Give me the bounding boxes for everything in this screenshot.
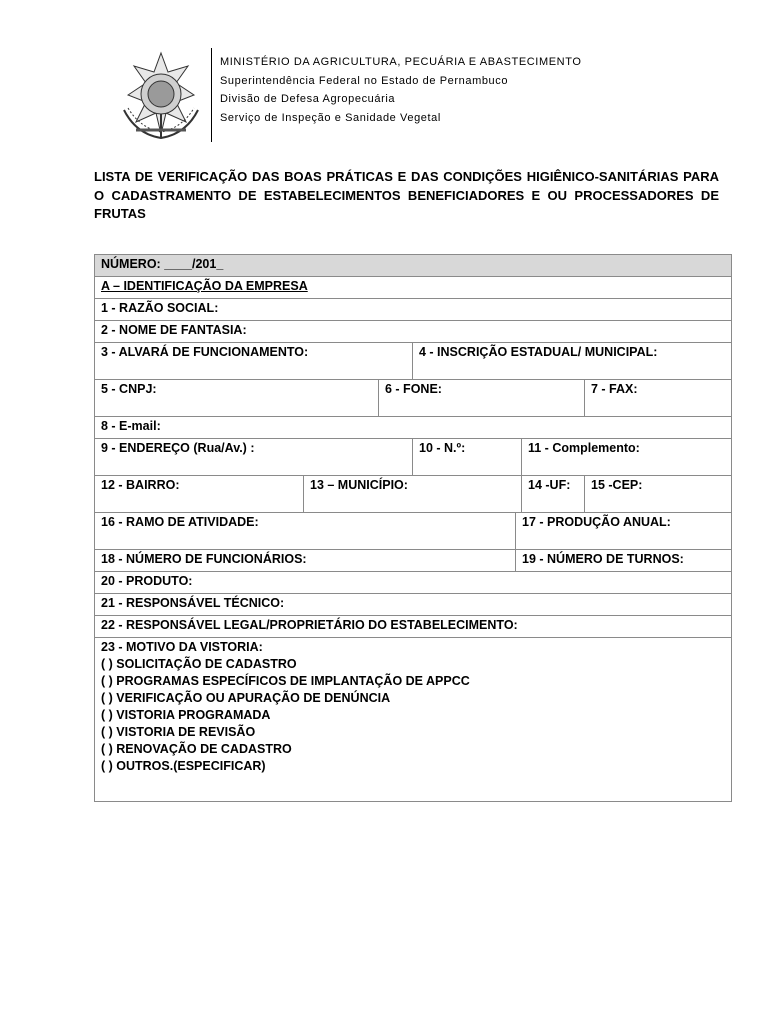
ministry-name: MINISTÉRIO DA AGRICULTURA, PECUÁRIA E ABASTECIMENTO [220, 56, 582, 68]
option-vistoria-revisao[interactable]: ( ) VISTORIA DE REVISÃO [101, 725, 256, 739]
form-number-field[interactable]: NÚMERO: ____/201_ [95, 255, 732, 277]
alvara-field[interactable]: 3 - ALVARÁ DE FUNCIONAMENTO: [95, 343, 413, 380]
inscricao-field[interactable]: 4 - INSCRIÇÃO ESTADUAL/ MUNICIPAL: [413, 343, 732, 380]
motivo-vistoria-section [95, 638, 732, 802]
responsavel-legal-field[interactable]: 22 - RESPONSÁVEL LEGAL/PROPRIETÁRIO DO ESTABELECIMENTO: [95, 616, 732, 638]
cep-field[interactable]: 15 -CEP: [585, 476, 732, 513]
section-a-heading [95, 277, 732, 299]
option-verificacao-denuncia[interactable]: ( ) VERIFICAÇÃO OU APURAÇÃO DE DENÚNCIA [101, 691, 391, 705]
endereco-field[interactable]: 9 - ENDEREÇO (Rua/Av.) : [95, 439, 413, 476]
division-name: Divisão de Defesa Agropecuária [220, 93, 396, 105]
ramo-atividade-field[interactable]: 16 - RAMO DE ATIVIDADE: [95, 513, 516, 550]
email-field[interactable]: 8 - E-mail: [95, 417, 732, 439]
brazil-coat-of-arms-icon [116, 50, 206, 142]
complemento-field[interactable]: 11 - Complemento: [522, 439, 732, 476]
bairro-field[interactable]: 12 - BAIRRO: [95, 476, 304, 513]
institution-lines [220, 53, 581, 127]
responsavel-tecnico-field[interactable]: 21 - RESPONSÁVEL TÉCNICO: [95, 594, 732, 616]
header-divider [211, 48, 212, 142]
document-title: LISTA DE VERIFICAÇÃO DAS BOAS PRÁTICAS E DAS CONDIÇÕES HIGIÊNICO-SANITÁRIAS PARA O CADASTRAMENTO DE ESTABELECIMENTOS BENEFICIADORES E OU PROCESSADORES DE FRUTAS [94, 169, 719, 221]
uf-field[interactable]: 14 -UF: [522, 476, 585, 513]
motivo-vistoria-label: 23 - MOTIVO DA VISTORIA: [101, 640, 263, 654]
municipio-field[interactable]: 13 – MUNICÍPIO: [304, 476, 522, 513]
service-name: Serviço de Inspeção e Sanidade Vegetal [220, 111, 441, 124]
option-programas-appcc[interactable]: ( ) PROGRAMAS ESPECÍFICOS DE IMPLANTAÇÃO DE APPCC [101, 674, 470, 688]
produto-field[interactable]: 20 - PRODUTO: [95, 572, 732, 594]
fone-field[interactable]: 6 - FONE: [379, 380, 585, 417]
cnpj-field[interactable]: 5 - CNPJ: [95, 380, 379, 417]
numero-turnos-field[interactable]: 19 - NÚMERO DE TURNOS: [516, 550, 732, 572]
nome-fantasia-field[interactable]: 2 - NOME DE FANTASIA: [95, 321, 732, 343]
section-a-label: A – IDENTIFICAÇÃO DA EMPRESA [101, 279, 308, 293]
option-outros[interactable]: ( ) OUTROS.(ESPECIFICAR) [101, 759, 266, 773]
option-solicitacao-cadastro[interactable]: ( ) SOLICITAÇÃO DE CADASTRO [101, 657, 297, 671]
fax-field[interactable]: 7 - FAX: [585, 380, 732, 417]
razao-social-field[interactable]: 1 - RAZÃO SOCIAL: [95, 299, 732, 321]
option-renovacao-cadastro[interactable]: ( ) RENOVAÇÃO DE CADASTRO [101, 742, 292, 756]
numero-endereco-field[interactable]: 10 - N.º: [413, 439, 522, 476]
numero-funcionarios-field[interactable]: 18 - NÚMERO DE FUNCIONÁRIOS: [95, 550, 516, 572]
company-identification-form [94, 254, 732, 802]
superintendency-name: Superintendência Federal no Estado de Pernambuco [220, 74, 509, 87]
producao-anual-field[interactable]: 17 - PRODUÇÃO ANUAL: [516, 513, 732, 550]
option-vistoria-programada[interactable]: ( ) VISTORIA PROGRAMADA [101, 708, 271, 722]
letterhead [110, 44, 670, 144]
